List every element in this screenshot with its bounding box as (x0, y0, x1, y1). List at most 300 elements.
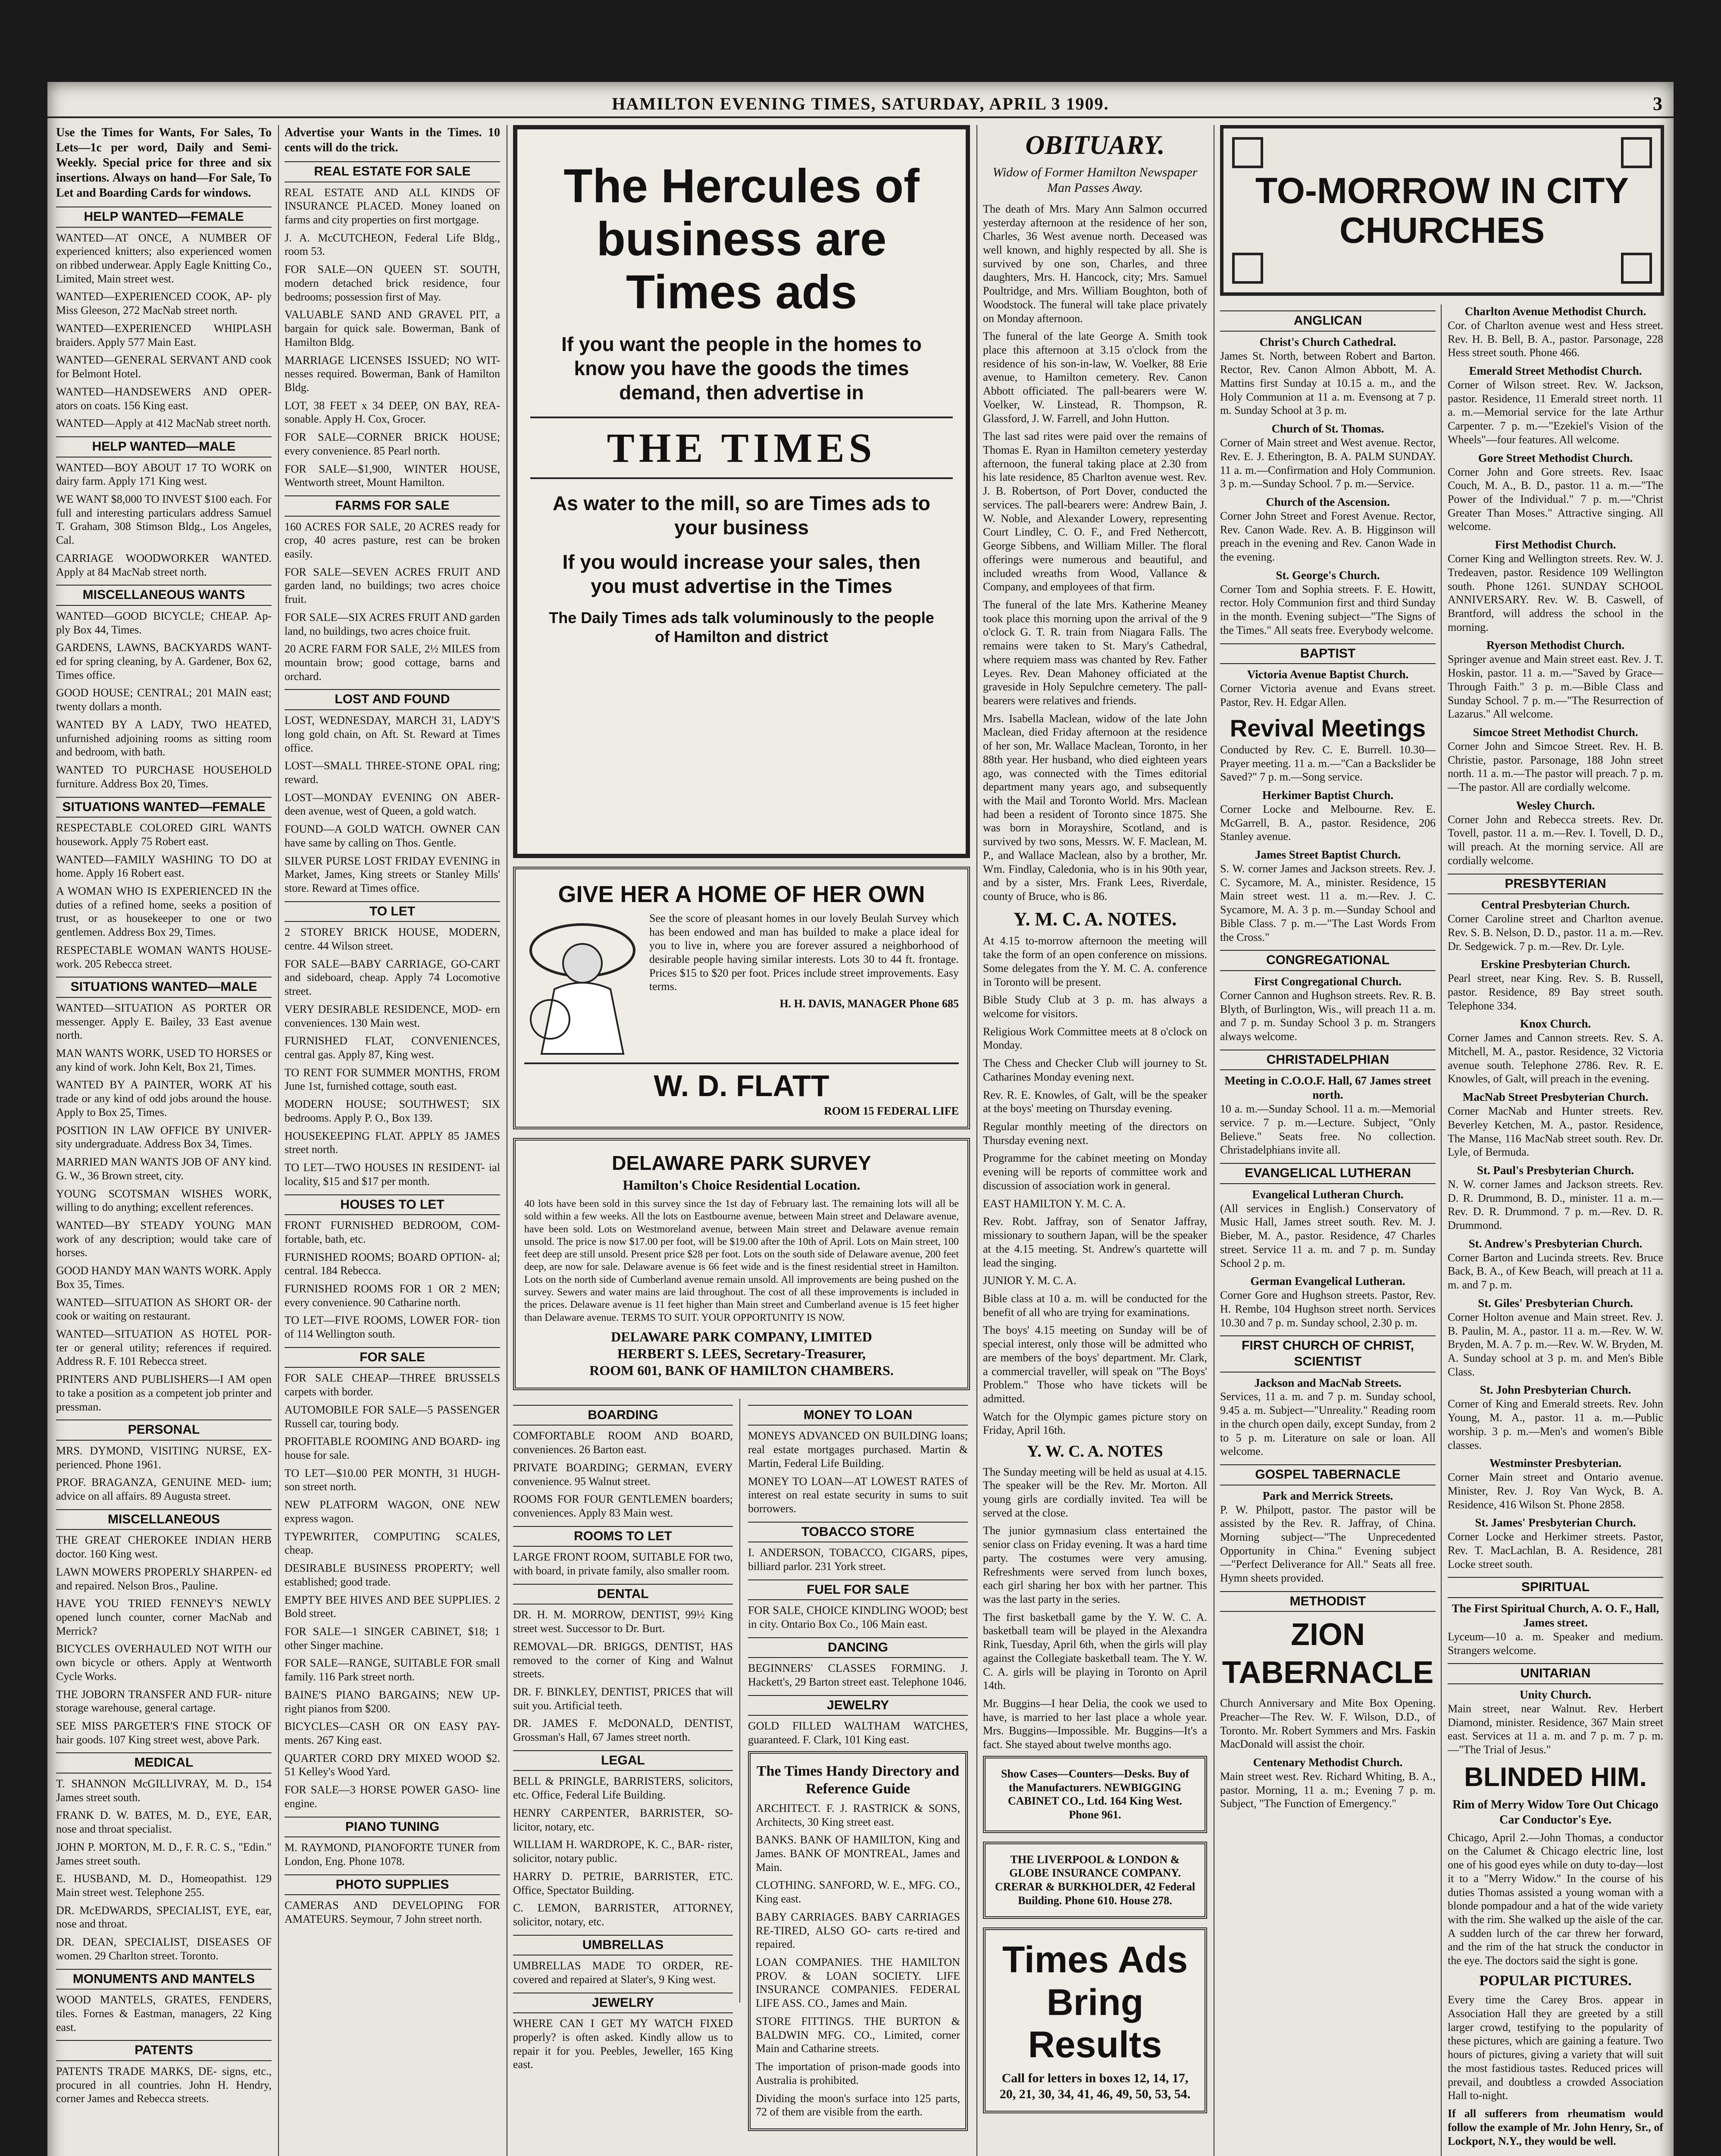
classified-column-4 (748, 1399, 968, 2140)
classified-item: LOST, WEDNESDAY, MARCH 31, LADY'S long gold chain, on Aft. St. Reward at Times office. (285, 714, 500, 754)
obituary-title: OBITUARY. (1025, 131, 1165, 160)
obituary (983, 129, 1207, 903)
church-details: P. W. Philpott, pastor. The pastor will be assisted by the Rev. R. Jaffray, of China. Morning subject—"The Unprecedented Opportunity in China." Evening subject—"Perfect Deliverance for All." Seats all free. Hymn sheets provided. (1220, 1503, 1436, 1585)
church-name: German Evangelical Lutheran. (1250, 1275, 1405, 1288)
classified-item: WANTED—EXPERIENCED WHIPLASH braiders. Apply 577 Main East. (56, 322, 272, 348)
classified-item: WANTED—SITUATION AS PORTER OR messenger. Apply E. Bailey, 33 East avenue north. (56, 1001, 272, 1042)
ads-lower (513, 1399, 970, 2118)
column-classified-1 (56, 125, 272, 2156)
column-news (983, 125, 1207, 2156)
church-details: Corner MacNab and Hunter streets. Rev. Beverley Ketchen, M. A., pastor. Residence, The Manse, 116 MacNab street south. Rev. Dr. Lyle, of Bermuda. (1448, 1105, 1663, 1159)
church-details: Springer avenue and Main street east. Rev. J. T. Hoskin, pastor. 11 a. m.—"Saved by Grace—Through Faith." 3 p. m.—Bible Class and Sunday School. 7 p. m.—"The Resurrection of Lazarus." All welcome. (1448, 653, 1663, 721)
classified-item: E. HUSBAND, M. D., Homeopathist. 129 Main street west. Telephone 255. (56, 1872, 272, 1899)
church-details: James St. North, between Robert and Barton. Rector, Rev. Canon Almon Abbott, M. A. Mattins first Sunday at 10.15 a. m., and the Holy Communion at 11 a. m. Evensong at 7 p. m. Sunday School at 3 p. m. (1220, 349, 1436, 417)
classified-item: JOHN P. MORTON, M. D., F. R. C. S., "Edin." James street south. (56, 1840, 272, 1867)
classified-item: T. SHANNON McGILLIVRAY, M. D., 154 James street south. (56, 1777, 272, 1804)
classified-intro-2: Advertise your Wants in the Times. 10 cents will do the trick. (285, 126, 500, 154)
results-headline: Times Ads Bring Results (1002, 1939, 1188, 2066)
ymca-title: Y. M. C. A. NOTES. (1013, 908, 1177, 930)
flatt-headline: GIVE HER A HOME OF HER OWN (558, 881, 925, 907)
section-heading: JEWELRY (513, 1993, 733, 2014)
classified-item: TYPEWRITER, COMPUTING SCALES, cheap. (285, 1530, 500, 1557)
classified-item: BICYCLES OVERHAULED NOT WITH our own bicycle or others. Apply at Wentworth Cycle Works. (56, 1642, 272, 1683)
church-details: Corner Main street and Ontario avenue. Minister, Rev. J. Roy Van Wyck, B. A. Residence, 416 Wilson St. Phone 2858. (1448, 1471, 1663, 1511)
denomination-heading: CHRISTADELPHIAN (1220, 1050, 1436, 1071)
obituary-deck: Widow of Former Hamilton Newspaper Man Passes Away. (992, 165, 1198, 195)
classified-item: ROOMS FOR FOUR GENTLEMEN boarders; conveniences. Apply 83 Main west. (513, 1493, 733, 1520)
column-classified-2 (285, 125, 500, 2156)
church-details: Church Anniversary and Mite Box Opening. Preacher—The Rev. W. F. Wilson, D.D., of Toronto. Mr. Robert Symmers and Mrs. Faskin MacDonald will assist the choir. (1220, 1697, 1436, 1751)
directory-entry: BABY CARRIAGES. BABY CARRIAGES RE-TIRED, ALSO GO- carts re-tired and repaired. (756, 1910, 960, 1951)
classified-item: EMPTY BEE HIVES AND BEE SUPPLIES. 2 Bold street. (285, 1593, 500, 1620)
directory-entry: LOAN COMPANIES. THE HAMILTON PROV. & LOAN SOCIETY. LIFE INSURANCE COMPANIES. FEDERAL LIFE ASS. CO., James and Main. (756, 1956, 960, 2010)
denomination-heading: PRESBYTERIAN (1448, 874, 1663, 895)
church-details: Corner John Street and Forest Avenue. Rector, Rev. Canon Wade. Rev. A. B. Higginson will preach in the evening and Rev. Canon Wade in the evening. (1220, 509, 1436, 564)
church-name: St. Paul's Presbyterian Church. (1477, 1163, 1634, 1177)
newspaper-page (47, 82, 1674, 2156)
classified-item: MAN WANTS WORK, USED TO HORSES or any kind of work. John Kelt, Box 21, Times. (56, 1047, 272, 1073)
classified-item: NEW PLATFORM WAGON, ONE NEW express wagon. (285, 1498, 500, 1525)
classified-item: GOLD FILLED WALTHAM WATCHES, guaranteed. F. Clark, 101 King east. (748, 1720, 968, 1746)
church-details: Corner John and Gore streets. Rev. Isaac Couch, M. A., B. D., pastor. 11 a. m.—"The Power of the Individual." 7 p. m.—"Christ Greater Than Moses." Attractive singing. All welcome. (1448, 465, 1663, 533)
classified-item: PRIVATE BOARDING; GERMAN, EVERY convenience. 95 Walnut street. (513, 1461, 733, 1488)
church-details: (All services in English.) Conservatory of Music Hall, James street south. Rev. M. J. Bieber, M. A., pastor. Residence, 47 Charles street. Service 11 a. m. and 7 p. m. Sunday School 2 p. m. (1220, 1202, 1436, 1269)
classified-intro: Use the Times for Wants, For Sales, To Lets—1c per word, Daily and Semi-Weekly. Special price for three and six insertions. Always on hand—For Sale, To Let and Boarding Cards for windows. (56, 126, 272, 200)
church-name: Herkimer Baptist Church. (1262, 789, 1394, 802)
news-paragraph: The last sad rites were paid over the remains of Thomas E. Ryan in Hamilton cemetery yesterday afternoon, the funeral taking place at 2.30 from his late residence, 85 Charlton avenue west. Rev. J. B. Robertson, of Port Dover, conducted the services. The pall-bearers were: Andrew Bain, J. W. Noble, and Alexander Lowery, representing Court Lindley, C. O. F., and Fred Nethercott, George Sibbens, and William Miller. The floral offerings were numerous and beautiful, and included wreaths from Wood, Vallance & Company, and employees of that firm. (983, 430, 1207, 593)
news-paragraph: The boys' 4.15 meeting on Sunday will be of special interest, only those will be admitted who are members of the boys' department. Mr. Clark, a commercial traveller, will speak on "The Boys' Problem." Those who have tickets will be admitted. (983, 1324, 1207, 1405)
classified-item: WANTED—GOOD BICYCLE; CHEAP. Ap- ply Box 44, Times. (56, 609, 272, 636)
classified-item: WANTED—SITUATION AS SHORT OR- der cook or waiting on restaurant. (56, 1296, 272, 1322)
news-paragraph: Bible class at 10 a. m. will be conducted for the benefit of all who are trying for examinations. (983, 1292, 1207, 1319)
classified-item: MONEYS ADVANCED ON BUILDING loans; real estate mortgages purchased. Martin & Martin, Federal Life Building. (748, 1429, 968, 1470)
classified-item: QUARTER CORD DRY MIXED WOOD $2. 51 Kelley's Wood Yard. (285, 1752, 500, 1778)
classified-item: 20 ACRE FARM FOR SALE, 2½ MILES from mountain brow; good cottage, barns and orchard. (285, 642, 500, 683)
classified-item: FOR SALE—1 SINGER CABINET, $18; 1 other Singer machine. (285, 1625, 500, 1651)
popular-body: Every time the Carey Bros. appear in Association Hall they are greeted by a still larger crowd, testifying to the popularity of these pictures, which are gaining a feature. Two hours of pictures, giving a variety that will suit the most fastidious tastes. Reduced prices will prevail, and doubtless a crowded Association Hall to-night. (1448, 1993, 1663, 2102)
church-name: ZION TABERNACLE (1222, 1617, 1434, 1690)
church-name: Charlton Avenue Methodist Church. (1464, 305, 1646, 318)
church-name: Centenary Methodist Church. (1253, 1756, 1403, 1769)
section-heading: PERSONAL (56, 1420, 272, 1441)
hercules-foot: The Daily Times ads talk voluminously to the people of Hamilton and district (549, 609, 934, 646)
classified-item: WANTED—EXPERIENCED COOK, AP- ply Miss Gleeson, 272 MacNab street north. (56, 290, 272, 317)
girl-illustration-icon (524, 912, 641, 1058)
section-heading: FUEL FOR SALE (748, 1579, 968, 1601)
church-details: Corner of Main street and West avenue. Rector, Rev. E. J. Etherington, B. A. PALM SUNDAY. 11 a. m.—Confirmation and Holy Communion. 3 p. m.—Sunday School. 7 p. m.—Service. (1220, 436, 1436, 490)
section-heading: TOBACCO STORE (748, 1522, 968, 1543)
classified-item: GOOD HANDY MAN WANTS WORK. Apply Box 35, Times. (56, 1264, 272, 1291)
denomination-heading: ANGLICAN (1220, 310, 1436, 332)
church-name: St. James' Presbyterian Church. (1475, 1516, 1636, 1529)
church-name: Revival Meetings (1230, 714, 1426, 742)
church-details: Corner John and Rebecca streets. Rev. Dr. Tovell, pastor. 11 a. m.—Rev. I. Tovell, D. D., will preach. At the morning service. All are cordially welcome. (1448, 813, 1663, 867)
classified-item: RESPECTABLE WOMAN WANTS HOUSE- work. 205 Rebecca street. (56, 943, 272, 970)
classified-item: CAMERAS AND DEVELOPING FOR AMATEURS. Seymour, 7 John street north. (285, 1899, 500, 1925)
classified-item: FURNISHED ROOMS FOR 1 OR 2 MEN; every convenience. 90 Catharine north. (285, 1282, 500, 1309)
blinded-body: Chicago, April 2.—John Thomas, a conductor on the Calumet & Chicago electric line, lost one of his good eyes while on duty to-day—lost it to a "Merry Widow." In the course of his duties Thomas assisted a young woman with a blonde pompadour and a hat of the wide variety with the rim. She walked up the aisle of the car. A sudden lurch of the car threw her forward, and the rim of the hat struck the conductor in the eye. The doctors said the sight is gone. (1448, 1831, 1663, 1967)
classified-item: FOR SALE—3 HORSE POWER GASO- line engine. (285, 1783, 500, 1810)
news-paragraph: The Chess and Checker Club will journey to St. Catharines Monday evening next. (983, 1057, 1207, 1083)
denomination-heading: GOSPEL TABERNACLE (1220, 1464, 1436, 1485)
classified-item: LARGE FRONT ROOM, SUITABLE FOR two, with board, in private family, also smaller room. (513, 1551, 733, 1577)
page-number: 3 (1653, 93, 1663, 114)
classified-item: MODERN HOUSE; SOUTHWEST; SIX bedrooms. Apply P. O., Box 139. (285, 1098, 500, 1124)
masthead (47, 91, 1674, 118)
classified-sections (56, 207, 272, 2106)
church-name: Park and Merrick Streets. (1262, 1489, 1393, 1502)
classified-item: SEE MISS PARGETER'S FINE STOCK OF hair goods. 107 King street west, above Park. (56, 1719, 272, 1746)
classified-sections-2 (285, 161, 500, 1926)
section-heading: REAL ESTATE FOR SALE (285, 161, 500, 182)
delaware-sub: Hamilton's Choice Residential Location. (623, 1177, 860, 1193)
church-name: The First Spiritual Church, A. O. F., Hall, James street. (1452, 1602, 1659, 1629)
news-paragraph: Rev. Robt. Jaffray, son of Senator Jaffray, missionary to southern Japan, will be the speaker at the 4.15 meeting. St. Andrew's quartette will lead the singing. (983, 1215, 1207, 1269)
classified-item: DR. F. BINKLEY, DENTIST, PRICES that will suit you. Artificial teeth. (513, 1686, 733, 1712)
section-heading: DANCING (748, 1637, 968, 1658)
column-rule (1441, 304, 1442, 2156)
classified-item: WANTED BY A PAINTER, WORK AT his trade or any kind of odd jobs around the house. Apply to Box 25, Times. (56, 1078, 272, 1119)
directory-entries (756, 1802, 960, 2119)
church-name: Christ's Church Cathedral. (1259, 335, 1396, 348)
delaware-headline: DELAWARE PARK SURVEY (612, 1151, 871, 1174)
classified-item: WANTED BY A LADY, TWO HEATED, unfurnished adjoining rooms as sitting room and bedroom, with bath. (56, 718, 272, 758)
section-heading: FARMS FOR SALE (285, 495, 500, 517)
churches-right-col (1448, 304, 1663, 2152)
news-paragraph: Regular monthly meeting of the directors on Thursday evening next. (983, 1120, 1207, 1147)
letter-boxes: Call for letters in boxes 12, 14, 17, 20, 21, 30, 34, 41, 46, 49, 50, 53, 54. (999, 2071, 1191, 2101)
flatt-room: ROOM 15 FEDERAL LIFE (824, 1105, 959, 1118)
directory-title: The Times Handy Directory and Reference Guide (756, 1763, 960, 1797)
classified-item: DR. McEDWARDS, SPECIALIST, EYE, ear, nose and throat. (56, 1904, 272, 1930)
church-details: Corner Tom and Sophia streets. F. E. Howitt, rector. Holy Communion first and third Sunday in the month. Evening subject—"The Signs of the Times." All seats free. Everybody welcome. (1220, 583, 1436, 636)
church-name: James Street Baptist Church. (1255, 848, 1401, 862)
ywca-paras (983, 1465, 1207, 1752)
popular-title: POPULAR PICTURES. (1479, 1972, 1632, 1989)
columns (56, 125, 1665, 2156)
church-details: Corner of King and Emerald streets. Rev. John Young, M. A., pastor. 11 a. m.—Public worship. 3 p. m.—Men's and women's Bible classes. (1448, 1398, 1663, 1451)
classified-item: A WOMAN WHO IS EXPERIENCED IN the duties of a refined home, seeks a position of trust, or as housekeeper to one or two gentlemen. Address Box 29, Times. (56, 884, 272, 939)
news-paragraph: The Sunday meeting will be held as usual at 4.15. The speaker will be the Rev. Mr. Morton. All young girls are cordially invited. Tea will be served at the close. (983, 1465, 1207, 1519)
news-paragraph: Bible Study Club at 3 p. m. has always a welcome for visitors. (983, 993, 1207, 1020)
church-name: Gore Street Methodist Church. (1478, 451, 1633, 464)
handy-directory (748, 1751, 968, 2131)
classified-item: CARRIAGE WOODWORKER WANTED. Apply at 84 MacNab street north. (56, 552, 272, 578)
churches-right (1448, 304, 1663, 1757)
denomination-heading: SPIRITUAL (1448, 1577, 1663, 1598)
classified-item: BICYCLES—CASH OR ON EASY PAY- ments. 267 King east. (285, 1720, 500, 1746)
classified-item: FOR SALE, CHOICE KINDLING WOOD; best in city. Ontario Box Co., 106 Main east. (748, 1604, 968, 1631)
directory-entry: The importation of prison-made goods into Australia is prohibited. (756, 2060, 960, 2087)
bottom-notice: If all sufferers from rheumatism would follow the example of Mr. John Henry, Sr., of Lockport, N.Y., they would be well. (1448, 2107, 1663, 2147)
classified-item: THE JOBORN TRANSFER AND FUR- niture storage warehouse, general cartage. (56, 1688, 272, 1714)
church-details: Services, 11 a. m. and 7 p. m. Sunday school, 9.45 a. m. Subject—"Unreality." Reading room in the church open daily, except Sunday, from 2 to 5 p. m. Literature on sale or loan. All welcome. (1220, 1390, 1436, 1458)
news-paragraph: Programme for the cabinet meeting on Monday evening will be reports of committee work and discussion of association work in general. (983, 1152, 1207, 1192)
church-name: Central Presbyterian Church. (1481, 898, 1630, 912)
hercules-ad (513, 125, 970, 858)
classified-item: FRANK D. W. BATES, M. D., EYE, EAR, nose and throat specialist. (56, 1809, 272, 1836)
church-name: St. John Presbyterian Church. (1480, 1383, 1631, 1397)
corner-ornament-icon (1621, 253, 1652, 284)
church-details: Corner Barton and Lucinda streets. Rev. Bruce Back, B. A., of Kew Beach, will preach at 11 a. m. and 7 p. m. (1448, 1251, 1663, 1291)
church-name: Erskine Presbyterian Church. (1480, 958, 1630, 971)
denomination-heading: UNITARIAN (1448, 1663, 1663, 1684)
news-paragraph: Watch for the Olympic games picture story on Friday, April 16th. (983, 1410, 1207, 1437)
classified-item: FURNISHED FLAT, CONVENIENCES, central gas. Apply 87, King west. (285, 1034, 500, 1061)
classified-item: HOUSEKEEPING FLAT. APPLY 85 JAMES street north. (285, 1129, 500, 1156)
obituary-paras (983, 202, 1207, 903)
classified-item: WANTED—Apply at 412 MacNab street north. (56, 417, 271, 430)
classified-item: BAINE'S PIANO BARGAINS; NEW UP- right pianos from $200. (285, 1688, 500, 1715)
classified-item: TO LET—$10.00 PER MONTH, 31 HUGH- son street north. (285, 1467, 500, 1493)
churches-left (1220, 304, 1436, 1815)
classified-item: 2 STOREY BRICK HOUSE, MODERN, centre. 44 Wilson street. (285, 926, 500, 952)
flatt-manager: H. H. DAVIS, MANAGER Phone 685 (779, 997, 959, 1010)
classified-item: COMFORTABLE ROOM AND BOARD, conveniences. 26 Barton east. (513, 1429, 733, 1456)
column-rule (976, 125, 977, 2156)
classified-item: VERY DESIRABLE RESIDENCE, MOD- ern conveniences. 130 Main west. (285, 1003, 500, 1029)
classified-item: GARDENS, LAWNS, BACKYARDS WANT- ed for spring cleaning, by A. Gardener, Box 62, Times office. (56, 641, 272, 681)
classified-item: C. LEMON, BARRISTER, ATTORNEY, solicitor, notary, etc. (513, 1902, 733, 1928)
news-paragraph: The death of Mrs. Mary Ann Salmon occurred yesterday afternoon at the residence of her son, Charles, 36 West avenue north. Deceased was well known, and highly respected by all. She is survived by one son, Charles, and three daughters, Mrs. H. Hancock, city; Mrs. Samuel Poultridge, and Mrs. William Boughton, both of Woodstock. The funeral will take place privately on Monday afternoon. (983, 202, 1207, 325)
delaware-room: ROOM 601, BANK OF HAMILTON CHAMBERS. (589, 1362, 894, 1378)
classified-item: TO RENT FOR SUMMER MONTHS, FROM June 1st, furnished cottage, south east. (285, 1066, 500, 1093)
classified-item: I. ANDERSON, TOBACCO, CIGARS, pipes, billiard parlor. 231 York street. (748, 1546, 968, 1573)
classified-item: PATENTS TRADE MARKS, DE- signs, etc., procured in all countries. John H. Hendry, corner James and Rebecca streets. (56, 2065, 272, 2105)
church-name: Jackson and MacNab Streets. (1254, 1376, 1402, 1389)
directory-entry: BANKS. BANK OF HAMILTON, King and James. BANK OF MONTREAL, James and Main. (756, 1833, 960, 1874)
classified-item: WANTED—HANDSEWERS AND OPER- ators on coats. 156 King east. (56, 385, 272, 412)
classified-item: WANTED—FAMILY WASHING TO DO at home. Apply 16 Robert east. (56, 853, 272, 880)
classified-item: POSITION IN LAW OFFICE BY UNIVER- sity undergraduate. Address Box 34, Times. (56, 1124, 272, 1150)
church-details: Corner King and Wellington streets. Rev. W. J. Tredeaven, pastor. Residence 109 Wellington south. Phone 1261. SUNDAY SCHOOL ANNIVERSARY. Rev. W. B. Caswell, of Brantford, will address the school in the morning. (1448, 552, 1663, 633)
classified-item: WANTED—AT ONCE, A NUMBER OF experienced knitters; also experienced women on ribbed underwear. Apply Eagle Knitting Co., Limited, Main street west. (56, 231, 272, 285)
classified-item: MONEY TO LOAN—AT LOWEST RATES of interest on real estate security in sums to suit borrowers. (748, 1475, 968, 1515)
church-name: Meeting in C.O.O.F. Hall, 67 James street north. (1224, 1074, 1431, 1102)
delaware-ad (513, 1138, 970, 1390)
classified-item: AUTOMOBILE FOR SALE—5 PASSENGER Russell car, touring body. (285, 1403, 500, 1430)
flatt-ad (513, 867, 970, 1129)
classified-item: MARRIAGE LICENSES ISSUED; NO WIT- nesses required. Bowerman, Bank of Hamilton Bldg. (285, 354, 500, 394)
classified-item: TO LET—FIVE ROOMS, LOWER FOR- tion of 114 Wellington south. (285, 1314, 500, 1341)
classified-item: HENRY CARPENTER, BARRISTER, SO- licitor, notary, etc. (513, 1806, 733, 1833)
classified-item: REMOVAL—DR. BRIGGS, DENTIST, HAS removed to the corner of King and Walnut streets. (513, 1640, 733, 1680)
hercules-headline: The Hercules of business are Times ads (563, 160, 920, 319)
section-heading: PATENTS (56, 2040, 272, 2061)
classified-item: MARRIED MAN WANTS JOB OF ANY kind. G. W., 36 Brown street, city. (56, 1156, 272, 1182)
church-name: St. Andrew's Presbyterian Church. (1468, 1237, 1643, 1250)
classified-item: THE GREAT CHEROKEE INDIAN HERB doctor. 160 King west. (56, 1534, 272, 1561)
classified-item: WANTED—BOY ABOUT 17 TO WORK on dairy farm. Apply 171 King west. (56, 461, 272, 488)
church-details: Conducted by Rev. C. E. Burrell. 10.30—Prayer meeting. 11 a. m.—"Can a Backslider be Saved?" 7 p. m.—Song service. (1220, 743, 1436, 783)
classified-item: WANTED—BY STEADY YOUNG MAN work of any description; would take care of horses. (56, 1219, 272, 1259)
classified-item: FOR SALE—SEVEN ACRES FRUIT AND garden land, no buildings; two acres choice fruit. (285, 565, 500, 606)
classified-item: WOOD MANTELS, GRATES, FENDERS, tiles. Fornes & Eastman, managers, 22 King east. (56, 1993, 272, 2034)
masthead-text: HAMILTON EVENING TIMES, SATURDAY, APRIL 3 1909. (612, 94, 1109, 113)
church-details: N. W. corner James and Jackson streets. Rev. D. R. Drummond, B. D., minister. 11 a. m.—Rev. D. R. Drummond. 7 p. m.—Rev. D. R. Drummond. (1448, 1178, 1663, 1232)
directory-entry: ARCHITECT. F. J. RASTRICK & SONS, Architects, 30 King street east. (756, 1802, 960, 1828)
showcases-ad: Show Cases—Counters—Desks. Buy of the Manufacturers. NEWBIGGING CABINET CO., Ltd. 164 King West. Phone 961. (983, 1756, 1207, 1833)
classified-item: UMBRELLAS MADE TO ORDER, RE- covered and repaired at Slater's, 9 King west. (513, 1959, 733, 1986)
section-heading: MEDICAL (56, 1752, 272, 1774)
classified-item: BELL & PRINGLE, BARRISTERS, solicitors, etc. Office, Federal Life Building. (513, 1775, 733, 1802)
news-paragraph: JUNIOR Y. M. C. A. (983, 1274, 1076, 1287)
church-name: Simcoe Street Methodist Church. (1473, 725, 1638, 739)
classified-sections-4 (748, 1405, 968, 1747)
church-name: St. Giles' Presbyterian Church. (1478, 1296, 1633, 1310)
denomination-heading: EVANGELICAL LUTHERAN (1220, 1163, 1436, 1184)
news-paragraph: The funeral of the late Mrs. Katherine Meaney took place this morning upon the arrival of the 9 o'clock G. T. R. train from Niagara Falls. The remains were taken to St. Mary's Cathedral, where requiem mass was chanted by Rev. Father Leyes. Rev. Dean Mahoney officiated at the graveside in Holy Sepulchre cemetery. The pall-bearers were relatives and friends. (983, 598, 1207, 707)
news-paragraph: At 4.15 to-morrow afternoon the meeting will take the form of an open conference on missions. Some delegates from the Y. M. C. A. conference in Toronto will be present. (983, 934, 1207, 988)
classified-item: FOR SALE CHEAP—THREE BRUSSELS carpets with border. (285, 1372, 500, 1398)
denomination-heading: METHODIST (1220, 1591, 1436, 1612)
section-heading: FOR SALE (285, 1347, 500, 1368)
section-heading: PIANO TUNING (285, 1817, 500, 1838)
news-paragraph: The first basketball game by the Y. W. C. A. basketball team will be played in the Alexandra Rink, Tuesday, April 6th, when the girls will play against the Collegiate basketball team. The Y. W. C. A. girls will be playing in Toronto on April 14th. (983, 1611, 1207, 1692)
classified-item: LOST—SMALL THREE-STONE OPAL ring; reward. (285, 759, 500, 786)
church-details: Pearl street, near King. Rev. S. B. Russell, pastor. Residence, 89 Bay street south. Telephone 334. (1448, 972, 1663, 1012)
section-heading: MISCELLANEOUS (56, 1509, 272, 1530)
classified-item: VALUABLE SAND AND GRAVEL PIT, a bargain for quick sale. Bowerman, Bank of Hamilton Bldg. (285, 308, 500, 348)
church-details: Corner Locke and Herkimer streets. Pastor, Rev. T. MacLachlan, B. A. Residence, 281 Locke street south. (1448, 1530, 1663, 1570)
church-name: First Congregational Church. (1254, 975, 1402, 988)
hercules-para-1: If you want the people in the homes to know you have the goods the times demand, then advertise in (561, 332, 922, 404)
section-heading: PHOTO SUPPLIES (285, 1874, 500, 1896)
news-paragraph: The junior gymnasium class entertained the senior class on Friday evening. It was a hard time party. The costumes were very amusing. Refreshments were served from lunch boxes, each girl sharing her box with her partner. This was the last party in the series. (983, 1524, 1207, 1605)
section-heading: LEGAL (513, 1750, 733, 1771)
classified-item: WHERE CAN I GET MY WATCH FIXED properly? is often asked. Kindly allow us to repair it for you. Peebles, Jeweller, 165 King east. (513, 2017, 733, 2071)
column-ads (513, 125, 970, 2156)
blinded-deck: Rim of Merry Widow Tore Out Chicago Car Conductor's Eye. (1452, 1798, 1658, 1827)
church-name: St. George's Church. (1276, 568, 1380, 582)
corner-ornament-icon (1621, 137, 1652, 168)
classified-item: FOR SALE—CORNER BRICK HOUSE; every convenience. 85 Pearl north. (285, 431, 500, 457)
news-paragraph: Religious Work Committee meets at 8 o'clock on Monday. (983, 1025, 1207, 1052)
classified-item: SILVER PURSE LOST FRIDAY EVENING in Market, James, King streets or Stanley Mills' store. Reward at Times office. (285, 854, 500, 894)
church-details: Corner John and Simcoe Street. Rev. H. B. Christie, pastor. Parsonage, 188 John street north. 11 a. m.—The pastor will preach. 7 p. m.—The pastor. All are cordially welcome. (1448, 740, 1663, 794)
news-paragraph: Mr. Buggins—I hear Delia, the cook we used to have, is married to her last place a whole year. Mrs. Buggins—Impossible. Mr. Buggins—It's a fact. She stayed about twelve months ago. (983, 1697, 1207, 1751)
directory-entry: Dividing the moon's surface into 125 parts, 72 of them are visible from the earth. (756, 2092, 960, 2118)
church-name: MacNab Street Presbyterian Church. (1462, 1091, 1649, 1104)
section-heading: HELP WANTED—FEMALE (56, 207, 272, 228)
church-details: Corner Cannon and Hughson streets. Rev. R. B. Blyth, of Burlington, Wis., will preach 11 a. m. and 7 p. m. Sunday School 3 p. m. Strangers always welcome. (1220, 989, 1436, 1043)
churches-banner-title: TO-MORROW IN CITY CHURCHES (1255, 170, 1629, 251)
delaware-body: 40 lots have been sold in this survey since the 1st day of February last. The remaining lots will all be sold within a few weeks. All the lots on Eastbourne avenue, between Main street and Delaware avenue, have been sold. Lots on Westmoreland avenue, between Main street and Delaware avenue remain unsold. The price is now $17.00 per foot, will be $19.00 after the 10th of April. Lots on Main street, 100 feet deep are still unsold. Present price $28 per foot. Lots on the south side of Delaware avenue, 200 feet deep, are now for sale. Delaware avenue is 66 feet wide and is the finest residential street in Hamilton. Lots on the north side of Cumberland avenue remain unsold. All improvements are being pushed on the survey. Sewers and water mains are laid throughout. The cost of all these improvements is included in the prices. Delaware avenue is 11 feet higher than Main street and Cumberland avenue is 15 feet higher than Delaware avenue. TERMS TO SUIT. YOUR OPPORTUNITY IS NOW. (524, 1198, 959, 1323)
blinded-title: BLINDED HIM. (1464, 1762, 1647, 1792)
section-heading: BOARDING (513, 1405, 733, 1426)
classified-item: PROFITABLE ROOMING AND BOARD- ing house for sale. (285, 1435, 500, 1462)
column-churches (1220, 125, 1664, 2156)
church-details: Corner Caroline street and Charlton avenue. Rev. S. B. Nelson, D. D., pastor. 11 a. m.—Rev. Dr. Sedgewick. 7 p. m.—Rev. Dr. Lyle. (1448, 912, 1663, 953)
classified-item: FOR SALE—RANGE, SUITABLE FOR small family. 116 Park street north. (285, 1657, 500, 1683)
church-name: Westminster Presbyterian. (1489, 1457, 1622, 1470)
news-paragraph: EAST HAMILTON Y. M. C. A. (983, 1197, 1126, 1210)
directory-entry: STORE FITTINGS. THE BURTON & BALDWIN MFG. CO., Limited, corner Main and Catharine streets. (756, 2015, 960, 2055)
results-ad (983, 1927, 1207, 2114)
church-details: 10 a. m.—Sunday School. 11 a. m.—Memorial service. 7 p. m.—Lecture. Subject, "Only Believe." Seats free. No collection. Christadelphians invite all. (1220, 1103, 1436, 1156)
church-name: Emerald Street Methodist Church. (1469, 364, 1642, 378)
classified-item: FURNISHED ROOMS; BOARD OPTION- al; central. 184 Rebecca. (285, 1250, 500, 1277)
news-paragraph: Rev. R. E. Knowles, of Galt, will be the speaker at the boys' meeting on Thursday evening. (983, 1088, 1207, 1115)
flatt-name: W. D. FLATT (524, 1062, 959, 1104)
classified-item: GOOD HOUSE; CENTRAL; 201 MAIN east; twenty dollars a month. (56, 686, 272, 713)
classified-item: YOUNG SCOTSMAN WISHES WORK, willing to do anything; excellent references. (56, 1187, 272, 1214)
church-name: Knox Church. (1520, 1017, 1591, 1031)
classified-item: PROF. BRAGANZA, GENUINE MED- ium; advice on all affairs. 89 Augusta street. (56, 1476, 272, 1503)
church-details: S. W. corner James and Jackson streets. Rev. J. C. Sycamore, M. A., minister. Residence, 15 Main street west. 11 a. m.—Rev. J. C. Sycamore, M. A. 3 p. m.—Sunday School and Bible Class. 7 p. m.—"The Last Words From the Cross." (1220, 862, 1436, 943)
denomination-heading: FIRST CHURCH OF CHRIST, SCIENTIST (1220, 1335, 1436, 1372)
classified-item: DR. DEAN, SPECIALIST, DISEASES OF women. 29 Charlton street. Toronto. (56, 1936, 272, 1962)
classified-item: DR. JAMES F. McDONALD, DENTIST, Grossman's Hall, 67 James street north. (513, 1717, 733, 1744)
classified-item: FOUND—A GOLD WATCH. OWNER CAN have same by calling on Thos. Gentle. (285, 823, 500, 849)
classified-item: FOR SALE—$1,900, WINTER HOUSE, Wentworth street, Mount Hamilton. (285, 462, 500, 489)
classified-item: REAL ESTATE AND ALL KINDS OF INSURANCE PLACED. Money loaned on farms and city properties on first mortgage. (285, 186, 500, 226)
classified-item: MRS. DYMOND, VISITING NURSE, EX- perienced. Phone 1961. (56, 1444, 272, 1471)
classified-item: WANTED TO PURCHASE HOUSEHOLD furniture. Address Box 20, Times. (56, 764, 272, 790)
hercules-brand: THE TIMES (530, 417, 953, 479)
hercules-para-3: If you would increase your sales, then you must advertise in the Times (562, 551, 921, 598)
classified-item: FRONT FURNISHED BEDROOM, COM- fortable, bath, etc. (285, 1219, 500, 1245)
classified-item: WILLIAM H. WARDROPE, K. C., BAR- rister, solicitor, notary public. (513, 1838, 733, 1865)
classified-item: WE WANT $8,000 TO INVEST $100 each. For full and interesting particulars address Samuel T. Graham, 308 Stimson Bldg., Los Angeles, Cal. (56, 492, 272, 547)
church-name: Ryerson Methodist Church. (1486, 639, 1625, 652)
church-details: Corner Locke and Melbourne. Rev. E. McGarrell, B. A., pastor. Residence, 206 Stanley avenue. (1220, 802, 1436, 843)
hercules-para-2: As water to the mill, so are Times ads to your business (553, 492, 930, 539)
classified-item: RESPECTABLE COLORED GIRL WANTS housework. Apply 75 Robert east. (56, 821, 272, 848)
church-details: Cor. of Charlton avenue west and Hess street. Rev. H. B. Bell, B. A., pastor. Parsonage, 228 Hess street south. Phone 466. (1448, 319, 1663, 359)
flatt-body: See the score of pleasant homes in our lovely Beulah Survey which has been endowed and man has builded to make a place ideal for you to live in, where you are forever assured a neighborhood of desirable people having similar interests. Lots 30 to 44 ft. frontage. Prices $15 to $20 per foot. Prices include street improvements. Easy terms. (649, 912, 959, 993)
insurance-ad: THE LIVERPOOL & LONDON & GLOBE INSURANCE COMPANY. CRERAR & BURKHOLDER, 42 Federal Building. Phone 610. House 278. (983, 1842, 1207, 1919)
classified-item: FOR SALE—BABY CARRIAGE, GO-CART and sideboard, cheap. Apply 74 Locomotive street. (285, 957, 500, 998)
church-details: Corner Victoria avenue and Evans street. Pastor, Rev. H. Edgar Allen. (1220, 682, 1436, 708)
church-details: Main street west. Rev. Richard Whiting, B. A., pastor. Morning, 11 a. m.; Evening 7 p. m. Subject, "The Function of Emergency." (1220, 1770, 1436, 1810)
section-heading: DENTAL (513, 1584, 733, 1605)
churches-banner (1220, 125, 1664, 296)
church-name: First Methodist Church. (1495, 538, 1616, 552)
directory-entry: CLOTHING. SANFORD, W. E., MFG. CO., King east. (756, 1879, 960, 1905)
classified-item: FOR SALE—ON QUEEN ST. SOUTH, modern detached brick residence, four bedrooms; possession first of May. (285, 263, 500, 303)
section-heading: MONUMENTS AND MANTELS (56, 1969, 272, 1990)
classified-item: DR. H. M. MORROW, DENTIST, 99½ King street west. Successor to Dr. Burt. (513, 1608, 733, 1635)
denomination-heading: BAPTIST (1220, 643, 1436, 664)
delaware-company: DELAWARE PARK COMPANY, LIMITED (611, 1329, 872, 1344)
church-name: Wesley Church. (1516, 799, 1595, 812)
classified-item: 160 ACRES FOR SALE, 20 ACRES ready for crop, 40 acres pasture, rest can be broken easily. (285, 520, 500, 560)
classified-item: BEGINNERS' CLASSES FORMING. J. Hackett's, 29 Barton street east. Telephone 1046. (748, 1662, 968, 1689)
classified-item: PRINTERS AND PUBLISHERS—I AM open to take a position as a competent job printer and pressman. (56, 1373, 272, 1413)
section-heading: SITUATIONS WANTED—MALE (56, 977, 272, 998)
church-name: Church of the Ascension. (1266, 495, 1390, 508)
classified-item: TO LET—TWO HOUSES IN RESIDENT- ial locality, $15 and $17 per month. (285, 1161, 500, 1188)
denomination-heading: CONGREGATIONAL (1220, 950, 1436, 971)
section-heading: SITUATIONS WANTED—FEMALE (56, 797, 272, 818)
church-name: Church of St. Thomas. (1271, 422, 1384, 436)
church-details: Corner James and Cannon streets. Rev. S. A. Mitchell, M. A., pastor. Residence, 32 Victoria avenue south. Telephone 2786. Rev. R. E. Knowles, of Galt, will preach in the evening. (1448, 1031, 1663, 1085)
delaware-secretary: HERBERT S. LEES, Secretary-Treasurer, (617, 1345, 866, 1361)
classified-item: J. A. McCUTCHEON, Federal Life Bldg., room 53. (285, 231, 500, 258)
classified-sections-3 (513, 1399, 733, 2076)
section-heading: UMBRELLAS (513, 1935, 733, 1956)
news-paragraph: Mrs. Isabella Maclean, widow of the late John Maclean, died Friday afternoon at the residence of her son, Mr. Wallace Maclean, Toronto, in her 88th year. Her husband, who died eighteen years ago, was connected with the Times editorial department many years ago, and subsequently with the Mail and Toronto World. Mrs. Maclean had been a resident of Toronto since 1875. She was born in Morayshire, Scotland, and is survived by two sons, Messrs. W. F. Maclean, M. P., and Wallace Maclean, also by a brother, Mr. Wm. Findlay, Caledonia, who is in his 90th year, and by a sister, Mrs. Frank Lees, Riverdale, county of Bruce, who is 86. (983, 712, 1207, 903)
church-details: Corner Gore and Hughson streets. Pastor, Rev. H. Rembe, 104 Hughson street north. Services 10.30 and 7 p. m. Sunday school, 2.30 p. m. (1220, 1289, 1436, 1329)
corner-ornament-icon (1232, 137, 1263, 168)
classified-item: LOST—MONDAY EVENING ON ABER- deen avenue, west of Queen, a gold watch. (285, 791, 500, 818)
classified-item: WANTED—GENERAL SERVANT AND cook for Belmont Hotel. (56, 354, 272, 380)
ywca-title: Y. W. C. A. NOTES (1027, 1442, 1163, 1461)
church-details: Corner Holton avenue and Main street. Rev. J. B. Paulin, M. A., pastor. 11 a. m.—Rev. W. W. Bryden, M. A. 7 p. m.—Rev. W. W. Bryden, M. A. Sunday school at 3 p. m. and Men's Bible Class. (1448, 1310, 1663, 1378)
classified-item: DESIRABLE BUSINESS PROPERTY; well established; good trade. (285, 1562, 500, 1588)
classified-item: WANTED—SITUATION AS HOTEL POR- ter or general utility; references if required. Address R. F. 101 Rebecca street. (56, 1327, 272, 1368)
